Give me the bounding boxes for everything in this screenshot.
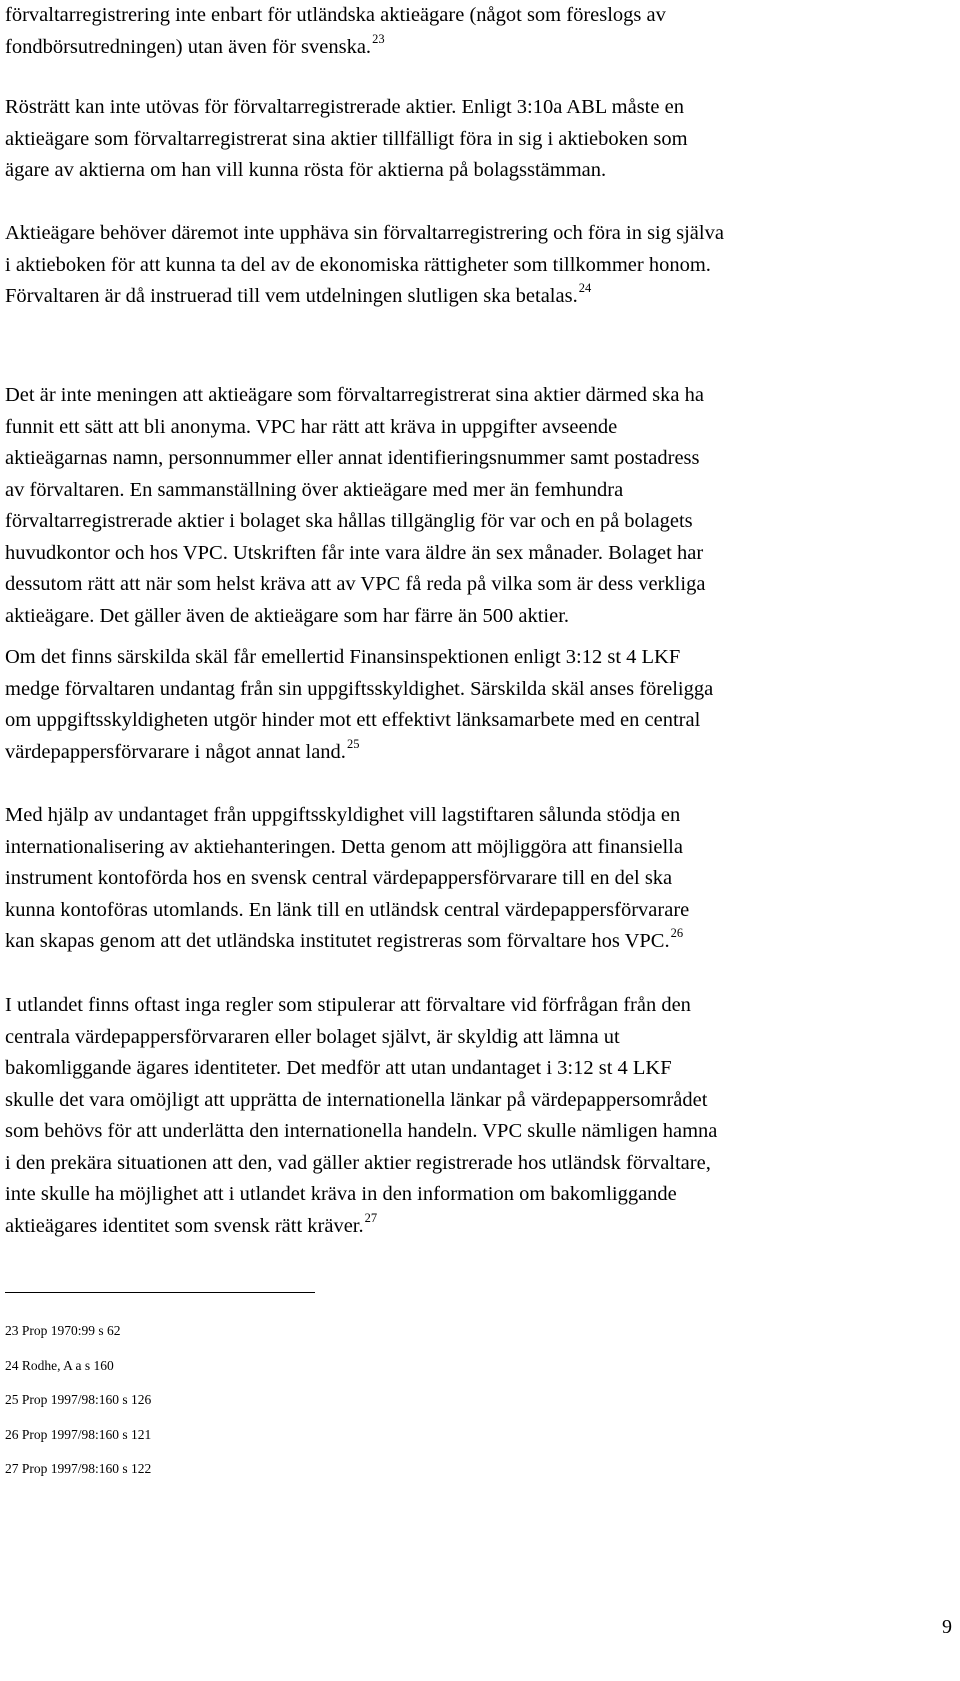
paragraph-1: [5, 0, 666, 65]
text-line: funnit ett sätt att bli anonyma. VPC har rätt att kräva in uppgifter avseende: [5, 415, 618, 438]
text-line: värdepappersförvarare i något annat land.$^{25}$: [5, 736, 360, 763]
text-line: dessutom rätt att när som helst kräva att av VPC få reda på vilka som är dess verkliga: [5, 573, 706, 595]
text-line: huvudkontor och hos VPC. Utskriften får inte vara äldre än sex månader. Bolaget har: [5, 541, 704, 564]
text-line: om uppgiftsskyldigheten utgör hinder mot ett effektivt länksamarbete med en central: [5, 709, 701, 731]
text-line: kan skapas genom att det utländska institutet registreras som förvaltare hos VPC.$^{26}$: [5, 926, 684, 952]
paragraph-5: [5, 642, 713, 770]
text-line: förvaltarregistrering inte enbart för utländska aktieägare (något som föreslogs av: [5, 4, 666, 26]
text-line: i aktieboken för att kunna ta del av de ekonomiska rättigheter som tillkommer honom.: [5, 253, 711, 276]
text-line: förvaltarregistrerade aktier i bolaget ska hållas tillgänglig för var och en på bolagets: [5, 510, 693, 532]
paragraph-7: [5, 990, 717, 1244]
text-line: bakomliggande ägares identiteter. Det medför att utan undantaget i 3:12 st 4 LKF: [5, 1057, 672, 1079]
text-line: fondbörsutredningen) utan även för svenska.$^{23}$: [5, 31, 385, 58]
text-line: aktieägarnas namn, personnummer eller annat identifieringsnummer samt postadress: [5, 447, 700, 469]
text-line: centrala värdepappersförvararen eller bolaget självt, är skyldig att lämna ut: [5, 1025, 620, 1048]
footnote-26: 26 Prop 1997/98:160 s 121: [5, 1426, 152, 1442]
footnote-reference[interactable]: 24: [578, 281, 592, 295]
footnote-reference[interactable]: 25: [346, 736, 360, 751]
footnote-reference[interactable]: 23: [372, 31, 385, 46]
paragraph-4: [5, 380, 705, 632]
footnote-24: 24 Rodhe, A a s 160: [5, 1357, 114, 1373]
text-line: av förvaltaren. En sammanställning över aktieägare med mer än femhundra: [5, 478, 624, 501]
text-line: Det är inte meningen att aktieägare som förvaltarregistrerat sina aktier därmed ska ha: [5, 384, 704, 406]
text-line: internationalisering av aktiehanteringen. Detta genom att möjliggöra att finansiella: [5, 835, 683, 858]
footnote-reference[interactable]: 27: [364, 1210, 378, 1225]
footnote-separator: [5, 1292, 315, 1293]
text-line: inte skulle ha möjlighet att i utlandet kräva in den information om bakomliggande: [5, 1183, 677, 1205]
footnote-27: 27 Prop 1997/98:160 s 122: [5, 1461, 152, 1477]
text-line: Förvaltaren är då instruerad till vem utdelningen slutligen ska betalas.$^{24}$: [5, 281, 592, 307]
text-line: I utlandet finns oftast inga regler som stipulerar att förvaltare vid förfrågan från den: [5, 994, 691, 1016]
text-line: Med hjälp av undantaget från uppgiftsskyldighet vill lagstiftaren sålunda stödja en: [5, 804, 681, 826]
text-line: instrument kontoförda hos en svensk central värdepappersförvarare till en del ska: [5, 867, 673, 889]
footnote-reference[interactable]: 26: [670, 926, 684, 940]
text-line: medge förvaltaren undantag från sin uppgiftsskyldighet. Särskilda skäl anses föreligga: [5, 677, 714, 700]
text-line: aktieägare som förvaltarregistrerat sina aktier tillfälligt föra in sig i aktieboken som: [5, 127, 688, 150]
text-line: aktieägare. Det gäller även de aktieägare som har färre än 500 aktier.: [5, 604, 570, 627]
text-line: som behövs för att underlätta den internationella handeln. VPC skulle nämligen hamna: [5, 1120, 718, 1142]
text-line: Om det finns särskilda skäl får emellertid Finansinspektionen enligt 3:12 st 4 LKF: [5, 646, 681, 668]
footnote-23: 23 Prop 1970:99 s 62: [5, 1323, 121, 1338]
paragraph-6: [5, 800, 689, 960]
text-line: kunna kontoföras utomlands. En länk till en utländsk central värdepappersförvarare: [5, 898, 690, 921]
text-line: Rösträtt kan inte utövas för förvaltarregistrerade aktier. Enligt 3:10a ABL måste en: [5, 96, 684, 118]
footnote-25: 25 Prop 1997/98:160 s 126: [5, 1392, 152, 1408]
text-line: i den prekära situationen att den, vad gäller aktier registrerade hos utländsk förvaltare,: [5, 1151, 711, 1174]
text-line: Aktieägare behöver däremot inte upphäva sin förvaltarregistrering och föra in sig själva: [5, 222, 724, 244]
text-line: ägare av aktierna om han vill kunna rösta för aktierna på bolagsstämman.: [5, 159, 607, 181]
text-line: aktieägares identitet som svensk rätt kräver.$^{27}$: [5, 1210, 378, 1237]
paragraph-3: [5, 218, 724, 315]
text-line: skulle det vara omöjligt att upprätta de internationella länkar på värdepappersområdet: [5, 1088, 708, 1111]
page-number: 9: [942, 1616, 952, 1638]
footnotes-list: [5, 1314, 151, 1487]
paragraph-2: [5, 92, 688, 187]
